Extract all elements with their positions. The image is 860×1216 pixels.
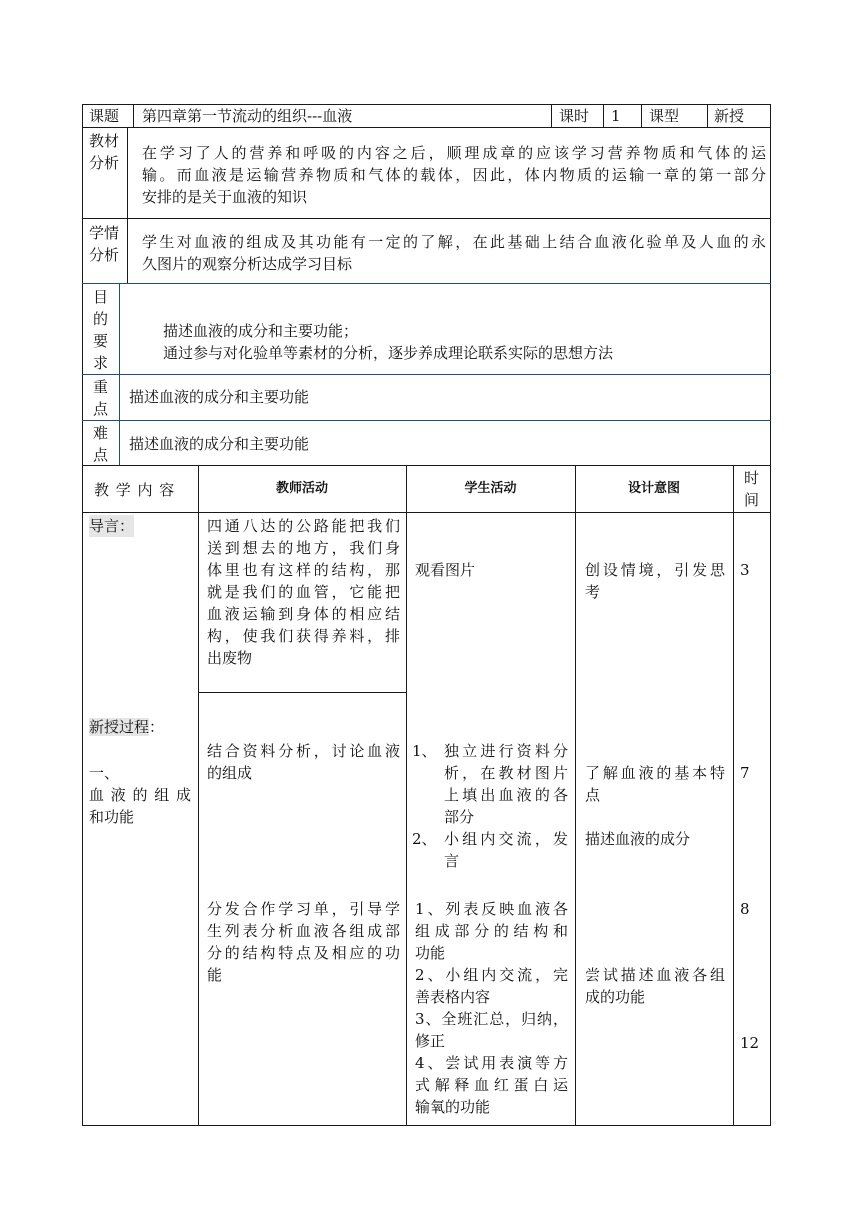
column-divider (406, 465, 407, 1126)
design-intent-1b: 描述血液的成分 (585, 830, 691, 848)
student-activity-2-line: 言 (444, 852, 460, 870)
material-analysis-line: 输。而血液是运输营养物质和气体的载体，因此，体内物质的运输一章的第一部分 (142, 166, 766, 184)
student-activity-1-num: 1、 (412, 742, 437, 760)
student-activity-1-line: 析，在教材图片 (444, 764, 568, 782)
header-divider (603, 104, 604, 127)
material-analysis-line: 安排的是关于血液的知识 (142, 188, 308, 206)
hours-value: 1 (611, 107, 621, 125)
process-topic-line: 血液的组成 (89, 786, 191, 804)
process-time-2: 8 (740, 900, 750, 918)
topic-label: 课题 (89, 107, 120, 125)
column-divider (198, 465, 199, 1126)
student-activity-list-line: 输氧的功能 (415, 1098, 491, 1116)
teacher-activity-2-line: 能 (207, 966, 223, 984)
teacher-activity-1-line: 的组成 (207, 764, 253, 782)
student-activity-1-line: 部分 (444, 808, 475, 826)
column-header-content: 教 学 内 容 (94, 481, 176, 499)
column-header-student: 学生活动 (464, 481, 517, 496)
process-topic-line: 和功能 (89, 808, 135, 826)
material-analysis-line: 在学习了人的营养和呼吸的内容之后，顺理成章的应该学习营养物质和气体的运 (142, 144, 766, 162)
lesson-type: 新授 (714, 107, 745, 125)
student-activity-list-line: 组成部分的结构和 (415, 922, 568, 940)
row-border (82, 283, 771, 284)
intro-teacher-line: 出废物 (207, 649, 253, 667)
student-analysis-label: 分析 (89, 246, 120, 264)
intro-design-line: 创设情境，引发思 (585, 561, 725, 579)
table-left-border (82, 104, 83, 1126)
teacher-activity-2-line: 生列表分析血液各组成部 (207, 922, 400, 940)
column-header-teacher: 教师活动 (275, 481, 328, 496)
header-divider (641, 104, 642, 127)
intro-teacher-line: 体里也有这样的结构，那 (207, 561, 400, 579)
row-border (82, 374, 771, 375)
column-header-bottom-border (82, 512, 771, 513)
type-label: 课型 (649, 107, 680, 125)
process-title: 新授过程 (89, 718, 150, 736)
difficulty-text: 描述血液的成分和主要功能 (129, 435, 310, 453)
header-row-bottom-border (82, 127, 771, 128)
table-right-border (770, 104, 771, 1126)
intro-teacher-line: 构，使我们获得养料，排 (207, 627, 400, 645)
student-activity-1-line: 上填出血液的各 (444, 786, 568, 804)
student-activity-2-num: 2、 (412, 830, 437, 848)
teacher-activity-1-line: 结合资料分析，讨论血液 (207, 742, 400, 760)
column-header-time: 间 (744, 491, 760, 509)
difficulty-label-char: 点 (93, 446, 109, 464)
design-intent-1-line: 了解血液的基本特 (585, 764, 725, 782)
intro-time: 3 (740, 561, 750, 579)
header-divider (707, 104, 708, 127)
student-activity-list-line: 式解释血红蛋白运 (415, 1076, 568, 1094)
key-point-text: 描述血液的成分和主要功能 (129, 388, 310, 406)
row-border (82, 218, 771, 219)
student-activity-list-line: 功能 (415, 944, 446, 962)
intro-design-line: 考 (585, 583, 601, 601)
design-intent-1-line: 点 (585, 786, 601, 804)
goal-item: 通过参与对化验单等素材的分析，逐步养成理论联系实际的思想方法 (163, 344, 614, 362)
column-header-time: 时 (744, 469, 760, 487)
hours-label: 课时 (559, 107, 590, 125)
student-activity-list-line: 3、全班汇总，归纳， (415, 1010, 568, 1028)
header-divider (551, 104, 552, 127)
teacher-cell-divider (198, 692, 406, 693)
column-header-design: 设计意图 (627, 481, 680, 496)
material-analysis-label: 分析 (89, 154, 120, 172)
process-section-number: 一、 (89, 764, 120, 782)
intro-teacher-line: 血液运输到身体的相应结 (207, 605, 400, 623)
process-time-3: 12 (740, 1034, 760, 1052)
process-time-1: 7 (740, 764, 750, 782)
student-activity-list-line: 4、尝试用表演等方 (415, 1054, 568, 1072)
goals-label-char: 求 (93, 354, 109, 372)
row-border (82, 420, 771, 421)
student-analysis-label: 学情 (89, 224, 120, 242)
column-divider (733, 465, 734, 1126)
intro-teacher-line: 四通八达的公路能把我们 (207, 517, 400, 535)
column-divider (575, 465, 576, 1126)
teacher-activity-2-line: 分发合作学习单，引导学 (207, 900, 400, 918)
difficulty-label-char: 难 (93, 424, 109, 442)
goals-label-char: 要 (93, 332, 109, 350)
intro-teacher-line: 送到想去的地方，我们身 (207, 539, 400, 557)
intro-teacher-line: 就是我们的血管，它能把 (207, 583, 400, 601)
row-border (82, 465, 771, 466)
student-activity-list-line: 2、小组内交流，完 (415, 966, 568, 984)
process-title-colon: ： (149, 718, 165, 736)
design-intent-2-line: 尝试描述血液各组 (585, 966, 725, 984)
intro-label: 导言： (89, 517, 135, 535)
goals-label-char: 目 (93, 288, 109, 306)
teacher-activity-2-line: 分的结构特点及相应的功 (207, 944, 400, 962)
table-bottom-border (82, 1125, 771, 1126)
header-divider (133, 104, 134, 127)
student-activity-list-line: 修正 (415, 1032, 446, 1050)
student-analysis-line: 久图片的观察分析达成学习目标 (142, 255, 353, 273)
goals-label-char: 的 (93, 310, 109, 328)
key-point-label-char: 点 (93, 400, 109, 418)
label-column-divider (127, 127, 128, 283)
material-analysis-label: 教材 (89, 132, 120, 150)
design-intent-2-line: 成的功能 (585, 988, 646, 1006)
lesson-topic: 第四章第一节流动的组织---血液 (142, 107, 353, 125)
goal-item: 描述血液的成分和主要功能； (163, 322, 359, 340)
student-activity-2-line: 小组内交流，发 (444, 830, 568, 848)
student-analysis-line: 学生对血液的组成及其功能有一定的了解，在此基础上结合血液化验单及人血的永 (142, 233, 766, 251)
intro-student-activity: 观看图片 (415, 561, 476, 579)
student-activity-list-line: 善表格内容 (415, 988, 491, 1006)
student-activity-list-line: 1、列表反映血液各 (415, 900, 568, 918)
key-point-label-char: 重 (93, 378, 109, 396)
student-activity-1-line: 独立进行资料分 (444, 742, 568, 760)
